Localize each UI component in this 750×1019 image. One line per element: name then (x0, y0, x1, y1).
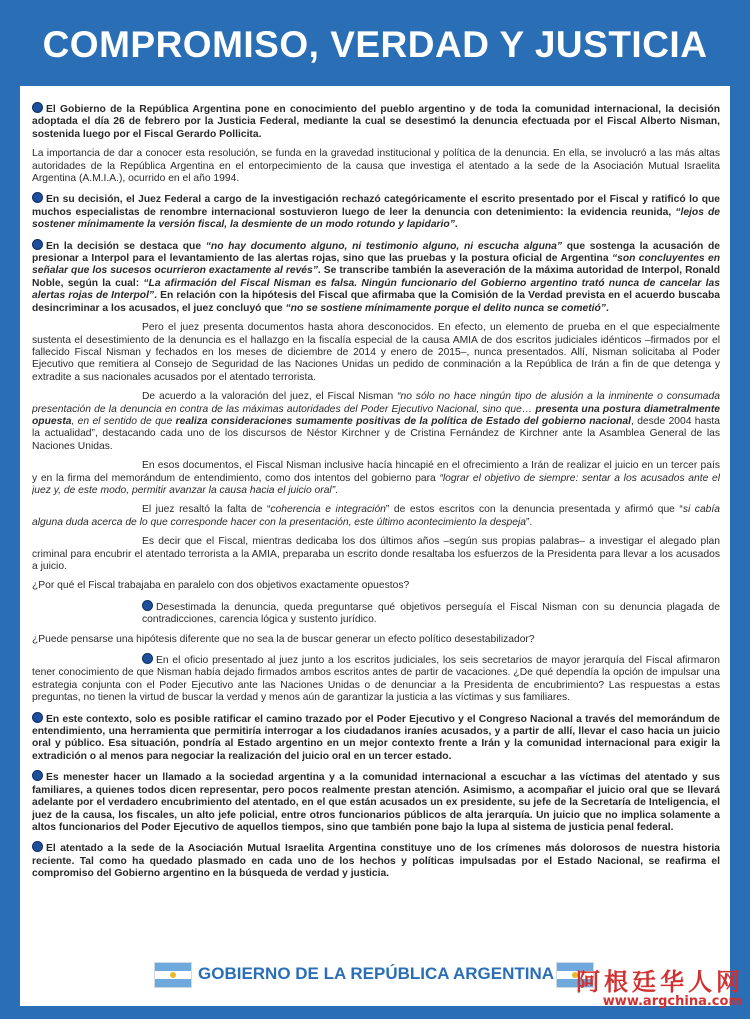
bullet-icon (142, 600, 153, 611)
bullet-icon (32, 102, 43, 113)
document-panel (20, 86, 730, 1006)
paragraph-3: En su decisión, el Juez Federal a cargo de la investigación rechazó categóricamente el escrito presentado por el Fiscal y ratificó lo que muchos especialistas de renombre internacional sostuvieron luego de leer la denuncia con detenimiento: la evidencia reunida, “lejos de sostener mínimamente la versión fiscal, la desmiente de un modo rotundo y lapidario”. (32, 194, 720, 231)
footer-text: GOBIERNO DE LA REPÚBLICA ARGENTINA (198, 964, 555, 983)
page-title: COMPROMISO, VERDAD Y JUSTICIA (42, 24, 708, 65)
answer-2: En el oficio presentado al juez junto a los escritos judiciales, los seis secretarios de mayor jerarquía del Fiscal afirmaron tener conocimiento de que Nisman había dejado firmados ambos escritos antes de partir de vacaciones. ¿De qué dependía la opción de impulsar una estrategia conjunta con el Poder Ejecutivo ante las Naciones Unidas o de denunciar a la Presidenta de encubrimiento? Las respuestas a estas preguntas, no tienen la virtud de buscar la verdad y menos aún de garantizar la justicia a las víctimas y sus familiares. (32, 655, 720, 704)
argentina-flag-icon (154, 962, 192, 988)
paragraph-2: La importancia de dar a conocer esta resolución, se funda en la gravedad institucional y política de la denuncia. En ella, se involucró a las más altas autoridades de la República Argentina en el entorpecimiento de la causa que investiga el atentado a la sede de la Asociación Mutual Israelita Argentina (A.M.I.A.), ocurrido en el año 1994. (32, 148, 720, 185)
answer-1: Desestimada la denuncia, queda preguntarse qué objetivos perseguía el Fiscal Nisman con su denuncia plagada de contradicciones, carencia lógica y sustento jurídico. (142, 601, 720, 626)
paragraph-6: De acuerdo a la valoración del juez, el Fiscal Nisman “no sólo no hace ningún tipo de alusión a la inminente o consumada presentación de la denuncia en contra de las máximas autoridades del Poder Ejecutivo Nacional, sino que… presenta una postura diametralmente opuesta, en el sentido de que realiza consideraciones sumamente positivas de la política de Estado del gobierno nacional, desde 2004 hasta la actualidad”, destacando cada uno de los discursos de Néstor Kirchner y de Cristina Fernández de Kirchner ante la Asamblea General de las Naciones Unidas. (32, 391, 720, 452)
paragraph-11: Es menester hacer un llamado a la sociedad argentina y a la comunidad internacional a escuchar a las víctimas del atentado y sus familiares, a quienes todos dicen representar, pero pocos realmente prestan atención. Asimismo, a acompañar el juicio oral que se llevará adelante por el verdadero encubrimiento del atentado, en el que están acusados un ex presidente, su jefe de la Secretaría de Inteligencia, el juez de la causa, los fiscales, un alto jefe policial, entre otros funcionarios públicos de alta jerarquía. Un juicio que no implica solamente a altos funcionarios del Poder Ejecutivo de aquellos tiempos, sino que también pone bajo la lupa al sistema de justicia penal federal. (32, 772, 720, 833)
bullet-icon (32, 712, 43, 723)
bullet-icon (142, 653, 153, 664)
bullet-icon (32, 239, 43, 250)
bullet-icon (32, 770, 43, 781)
watermark-url: www.argchina.com (602, 994, 742, 1009)
document-body (32, 102, 720, 944)
question-2: ¿Puede pensarse una hipótesis diferente que no sea la de buscar generar un efecto político desestabilizador? (32, 633, 535, 645)
question-1: ¿Por qué el Fiscal trabajaba en paralelo con dos objetivos exactamente opuestos? (32, 580, 410, 592)
paragraph-1: El Gobierno de la República Argentina pone en conocimiento del pueblo argentino y de toda la comunidad internacional, la decisión adoptada el día 26 de febrero por la Justicia Federal, mediante la cual se desestimó la denuncia efectuada por el Fiscal Alberto Nisman, sostenida luego por el Fiscal Gerardo Pollicita. (32, 104, 720, 140)
paragraph-12: El atentado a la sede de la Asociación Mutual Israelita Argentina constituye uno de los crímenes más dolorosos de nuestra historia reciente. Tal como ha quedado plasmado en cada uno de los hechos y políticas impulsadas por el Estado Nacional, se reafirma el compromiso del Gobierno argentino en la búsqueda de verdad y justicia. (32, 843, 720, 880)
bullet-icon (32, 841, 43, 852)
bullet-icon (32, 192, 43, 203)
paragraph-4: En la decisión se destaca que “no hay documento alguno, ni testimonio alguno, ni escucha alguna” que sostenga la acusación de presionar a Interpol para el levantamiento de las alertas rojas, sino que las pruebas y la postura oficial de Argentina “son concluyentes en señalar que los sucesos ocurrieron exactamente al revés”. Se transcribe también la aseveración de la máxima autoridad de Interpol, Ronald Noble, según la cual: “La afirmación del Fiscal Nisman es falsa. Ningún funcionario del Gobierno argentino trató nunca de cancelar las alertas rojas de Interpol”. En relación con la hipótesis del Fiscal que afirmaba que la Comisión de la Verdad prevista en el acuerdo buscaba desincriminar a los acusados, el juez concluyó que “no se sostiene mínimamente porque el delito nunca se cometió”. (32, 240, 720, 314)
paragraph-7: En esos documentos, el Fiscal Nisman inclusive hacía hincapié en el ofrecimiento a Irán de realizar el juicio en un tercer país y en la firma del memorándum de entendimiento, como dos intentos del gobierno para “lograr el objetivo de siempre: sentar a los acusados ante el juez y, de este modo, permitir avanzar la causa hacia el juicio oral”. (32, 460, 720, 496)
watermark-chinese: 阿根廷华人网 (576, 967, 744, 996)
paragraph-9: Es decir que el Fiscal, mientras dedicaba los dos últimos años –según sus propias palabras– a investigar el alegado plan criminal para encubrir el atentado terrorista a la AMIA, preparaba un escrito donde resaltaba los esfuerzos de la Presidenta para llevar a los acusados a juicio. (32, 536, 720, 572)
paragraph-8: El juez resaltó la falta de “coherencia e integración” de estos escritos con la denuncia presentada y afirmó que “si cabía alguna duda acerca de lo que corresponde hacer con la presentación, este último acontecimiento la despeja”. (32, 504, 720, 528)
paragraph-10: En este contexto, solo es posible ratificar el camino trazado por el Poder Ejecutivo y el Congreso Nacional a través del memorándum de entendimiento, una herramienta que permitiría interrogar a los ciudadanos iraníes acusados, y a partir de allí, llevar el caso hacia un juicio oral y público. Esa situación, pondría al Estado argentino en un mejor contexto frente a Irán y la comunidad internacional para exigir la extradición o al menos para negociar la realización del juicio oral en un tercer estado. (32, 713, 720, 762)
paragraph-5: Pero el juez presenta documentos hasta ahora desconocidos. En efecto, un elemento de prueba en el que especialmente sustenta el desestimiento de la denuncia es el hallazgo en la fiscalía especial de la causa AMIA de dos escritos judiciales idénticos –firmados por el fallecido Fiscal Nisman y fechados en los meses de diciembre de 2014 y enero de 2015–, nunca presentados. Allí, Nisman solicitaba al Poder Ejecutivo que remitiera al Consejo de Seguridad de las Naciones Unidas un pedido de conminación a la República de Irán a fin de que detenga y extradite a sus nacionales acusados por el atentado terrorista. (32, 322, 720, 383)
